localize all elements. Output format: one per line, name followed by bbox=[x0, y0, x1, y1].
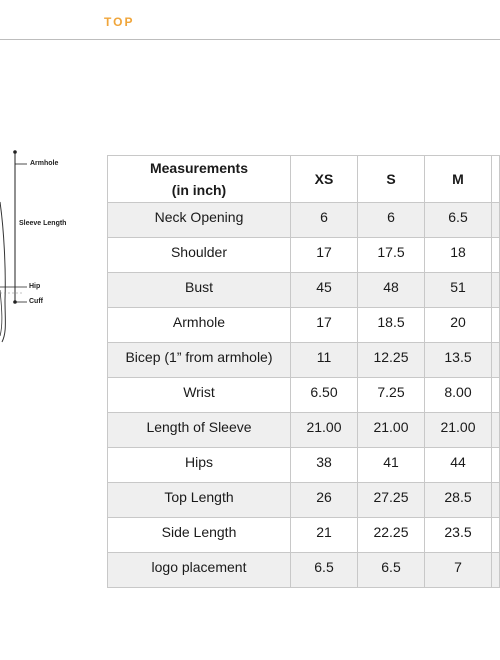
measurement-label: Length of Sleeve bbox=[108, 413, 291, 448]
tab-top[interactable]: TOP bbox=[104, 15, 135, 29]
measurement-label: Wrist bbox=[108, 378, 291, 413]
sleeve-diagram bbox=[0, 140, 90, 360]
table-header-row bbox=[108, 156, 500, 203]
measurement-value: 21.00 bbox=[291, 413, 358, 448]
measurement-value-cut bbox=[492, 553, 500, 588]
measurement-label: Neck Opening bbox=[108, 203, 291, 238]
table-row bbox=[108, 553, 500, 588]
measurement-label: Hips bbox=[108, 448, 291, 483]
table-row bbox=[108, 203, 500, 238]
measurement-value-cut bbox=[492, 483, 500, 518]
size-chart-table bbox=[107, 155, 500, 588]
measurement-value-cut bbox=[492, 378, 500, 413]
measurements-header bbox=[108, 156, 291, 203]
measurement-value: 6.5 bbox=[291, 553, 358, 588]
measurement-label: Armhole bbox=[108, 308, 291, 343]
measurement-label: Shoulder bbox=[108, 238, 291, 273]
measurement-value-cut bbox=[492, 238, 500, 273]
measurement-value: 38 bbox=[291, 448, 358, 483]
measurement-value: 6 bbox=[291, 203, 358, 238]
measurement-value: 11 bbox=[291, 343, 358, 378]
measurement-label: Bust bbox=[108, 273, 291, 308]
measurement-value: 48 bbox=[358, 273, 425, 308]
measurement-value-cut bbox=[492, 273, 500, 308]
table-row bbox=[108, 518, 500, 553]
measurement-value-cut bbox=[492, 448, 500, 483]
measurement-value: 20 bbox=[425, 308, 492, 343]
measurement-value-cut bbox=[492, 203, 500, 238]
measurement-label: Bicep (1” from armhole) bbox=[108, 343, 291, 378]
measurement-value: 21.00 bbox=[425, 413, 492, 448]
table-row bbox=[108, 343, 500, 378]
table-row bbox=[108, 448, 500, 483]
size-header-s: S bbox=[358, 156, 425, 203]
table-body bbox=[108, 203, 500, 588]
table-row bbox=[108, 413, 500, 448]
cuff-label: Cuff bbox=[29, 298, 43, 305]
measurement-value: 17 bbox=[291, 308, 358, 343]
measurement-value: 21 bbox=[291, 518, 358, 553]
measurement-value: 27.25 bbox=[358, 483, 425, 518]
measurement-value: 6.5 bbox=[425, 203, 492, 238]
measurement-value-cut bbox=[492, 413, 500, 448]
tab-divider bbox=[0, 39, 500, 40]
armhole-label: Armhole bbox=[30, 160, 59, 167]
size-header-cut bbox=[492, 156, 500, 203]
measurement-value: 8.00 bbox=[425, 378, 492, 413]
measurement-value: 41 bbox=[358, 448, 425, 483]
measurement-value: 26 bbox=[291, 483, 358, 518]
measurements-header-unit: (in inch) bbox=[171, 182, 227, 198]
measurement-label: Top Length bbox=[108, 483, 291, 518]
measurement-value: 28.5 bbox=[425, 483, 492, 518]
measurement-value-cut bbox=[492, 343, 500, 378]
measurement-value: 22.25 bbox=[358, 518, 425, 553]
measurement-value: 6.5 bbox=[358, 553, 425, 588]
table-row bbox=[108, 308, 500, 343]
measurement-value: 18 bbox=[425, 238, 492, 273]
measurement-value: 44 bbox=[425, 448, 492, 483]
size-header-xs: XS bbox=[291, 156, 358, 203]
table-row bbox=[108, 483, 500, 518]
sleeve-length-label: Sleeve Length bbox=[19, 220, 67, 227]
measurement-value: 18.5 bbox=[358, 308, 425, 343]
measurement-value: 12.25 bbox=[358, 343, 425, 378]
measurement-label: Side Length bbox=[108, 518, 291, 553]
measurement-value: 13.5 bbox=[425, 343, 492, 378]
measurement-value: 45 bbox=[291, 273, 358, 308]
size-header-m: M bbox=[425, 156, 492, 203]
measurement-value: 51 bbox=[425, 273, 492, 308]
measurement-value: 6.50 bbox=[291, 378, 358, 413]
hip-label: Hip bbox=[29, 283, 41, 290]
measurement-value-cut bbox=[492, 518, 500, 553]
measurement-value: 17 bbox=[291, 238, 358, 273]
measurement-value: 7.25 bbox=[358, 378, 425, 413]
sleeve-diagram-drawing bbox=[0, 140, 90, 360]
measurement-label: logo placement bbox=[108, 553, 291, 588]
measurement-value: 23.5 bbox=[425, 518, 492, 553]
measurements-header-title: Measurements bbox=[149, 160, 249, 176]
measurement-value: 17.5 bbox=[358, 238, 425, 273]
measurement-value-cut bbox=[492, 308, 500, 343]
table-row bbox=[108, 273, 500, 308]
table-row bbox=[108, 238, 500, 273]
measurement-value: 6 bbox=[358, 203, 425, 238]
measurement-value: 7 bbox=[425, 553, 492, 588]
measurement-value: 21.00 bbox=[358, 413, 425, 448]
table-row bbox=[108, 378, 500, 413]
